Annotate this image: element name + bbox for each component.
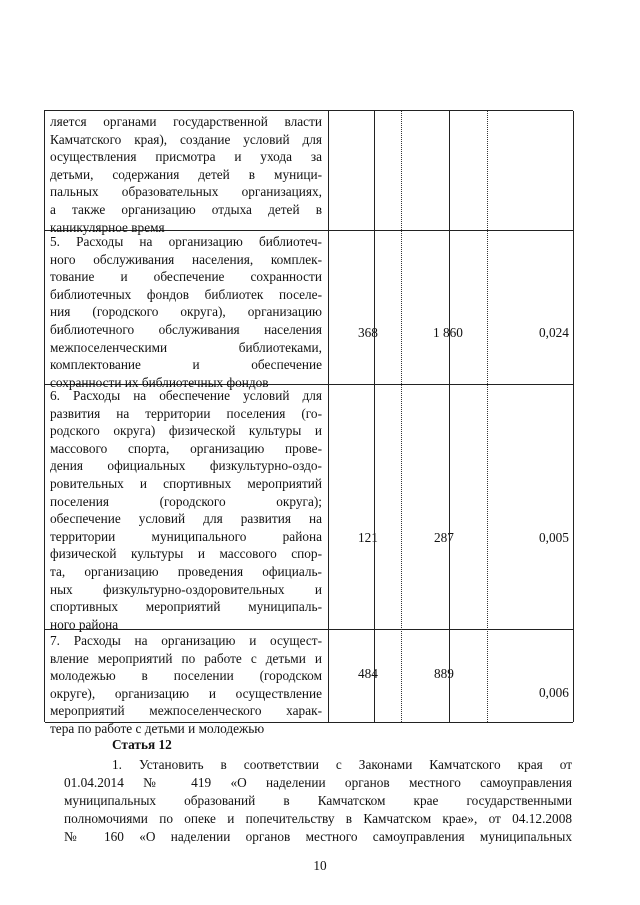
text-line: 7. Расходы на организацию и осущест- [50,633,322,648]
text-line: осуществления присмотра и ухода за [50,149,322,165]
column-divider [374,111,375,722]
page-number: 10 [313,858,327,873]
text-line: 5. Расходы на организацию библиотеч- [50,234,322,249]
row-description [50,233,322,391]
value-col2: 121 [358,530,378,545]
column-divider [401,111,402,722]
text-line: каникулярное время [50,219,165,235]
value-col4: 0,005 [539,530,569,545]
value-col3: 1 860 [433,325,463,340]
text-line: Камчатского края), создание условий для [50,131,322,147]
value-col4: 0,024 [539,325,569,340]
text-line: библиотечных фондов библиотек поселе- [50,286,322,302]
expenses-table [44,110,573,736]
text-line: ния (городского округа), организацию [50,304,322,320]
text-line: библиотечного обслуживания населения [50,321,322,337]
text-line: полномочиями по опеке и попечительству в Камчатском крае», от 04.12.2008 [64,811,572,826]
text-line: обеспечение условий для развития на [50,511,322,527]
text-line: тование и обеспечение сохранности [50,269,322,285]
text-line: дения официальных физкультурно-оздо- [50,458,322,474]
text-line: развития на территории поселения (го- [50,405,322,421]
row-description [50,113,322,236]
text-line: 1. Установить в соответствии с Законами Камчатского края от [112,757,572,772]
row-description [50,632,322,738]
text-line: ного района [50,616,119,632]
table-right-border [573,111,574,722]
column-divider [487,111,488,722]
text-line: детьми, содержания детей в муници- [50,166,322,182]
article-paragraph [64,756,572,846]
text-line: пальных образовательных организациях, [50,184,322,200]
text-line: № 160 «О наделении органов местного самоуправления муниципальных [64,829,572,844]
text-line: физической культуры и массового спор- [50,546,322,562]
text-line: округе), организацию и осуществление [50,685,322,701]
text-line: 01.04.2014 № 419 «О наделении органов местного самоуправления [64,775,572,790]
value-col2: 484 [358,666,378,681]
table-row [45,385,573,630]
text-line: мероприятий межпоселенческого харак- [50,703,322,719]
row-description [50,387,322,633]
text-line: ляется органами государственной власти [50,114,322,129]
text-line: родского округа) физической культуры и [50,423,322,439]
text-line: а также организацию отдыха детей в [50,201,322,217]
text-line: тера по работе с детьми и молодежью [50,720,265,736]
text-line: вление мероприятий по работе с детьми и [50,650,322,666]
text-line: ровительных и спортивных мероприятий [50,475,322,491]
text-line: сохранности их библиотечных фондов [50,374,269,390]
table-row [45,630,573,736]
text-line: молодежью в поселении (городском [50,668,322,684]
text-line: массового спорта, организацию прове- [50,440,322,456]
table-row [45,231,573,390]
column-divider [328,111,329,722]
text-line: территории муниципального района [50,528,322,544]
text-line: поселения (городского округа); [50,493,322,509]
column-divider [449,111,450,722]
text-line: межпоселенческими библиотеками, [50,339,322,355]
value-col3: 889 [434,666,454,681]
table-row [45,111,573,235]
text-line: 6. Расходы на обеспечение условий для [50,388,322,403]
text-line: ного обслуживания населения, комплек- [50,251,322,267]
value-col4: 0,006 [539,685,569,700]
value-col3: 287 [434,530,454,545]
value-col2: 368 [358,325,378,340]
text-line: спортивных мероприятий муниципаль- [50,599,322,615]
article-title: Статья 12 [112,737,172,752]
text-line: ных физкультурно-оздоровительных и [50,581,322,597]
text-line: комплектование и обеспечение [50,357,322,373]
text-line: та, организацию проведения официаль- [50,563,322,579]
text-line: муниципальных образований в Камчатском крае государственными [64,793,572,808]
